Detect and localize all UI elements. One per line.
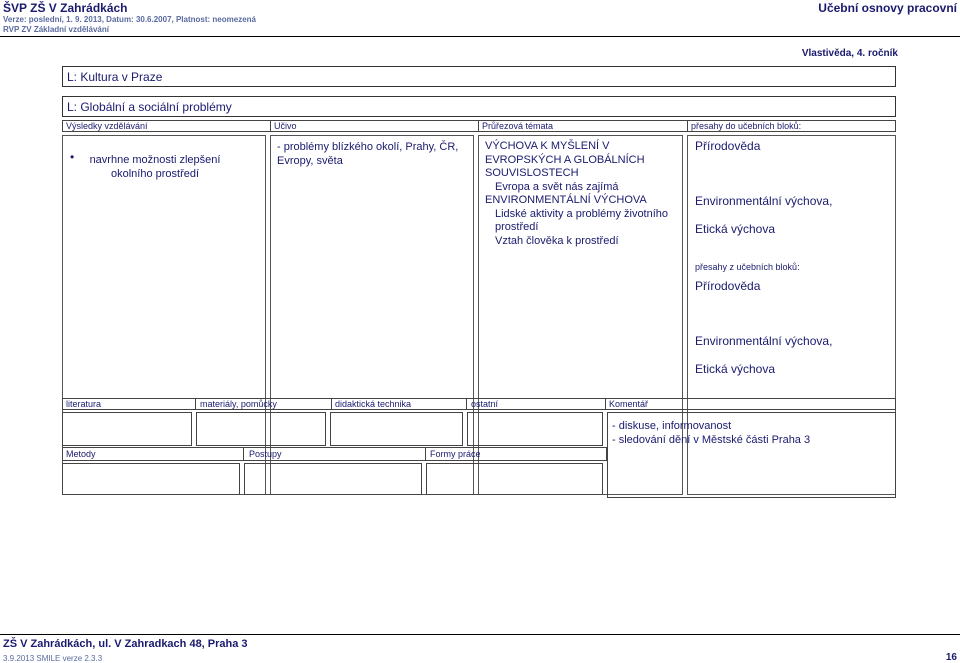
footer-school: ZŠ V Zahrádkách, ul. V Zahradkach 48, Praha 3: [3, 638, 248, 650]
block-title: [62, 66, 896, 87]
outcome-item: [70, 150, 230, 181]
didactic-tech-cell: [330, 412, 463, 446]
methods-header: [62, 447, 607, 461]
divider: [243, 448, 244, 460]
label-procedures: Postupy: [249, 449, 282, 459]
methods-cell: [62, 463, 240, 495]
subject-grade: Vlastivěda, 4. ročník: [801, 48, 898, 59]
label-methods: Metody: [66, 449, 96, 459]
overlap-from-item: Environmentální výchova,: [695, 334, 833, 348]
overlap-to-item: Etická výchova: [695, 222, 776, 236]
overlap-from-item: Přírodověda: [695, 279, 761, 293]
label-comment: Komentář: [609, 399, 649, 409]
overlap-from-label: přesahy z učebních bloků:: [695, 262, 800, 272]
rvp-line: RVP ZV Základní vzdělávání: [3, 25, 109, 34]
header-overlaps: přesahy do učebních bloků:: [691, 121, 802, 131]
document-type: Učební osnovy pracovní: [818, 1, 957, 15]
theme-heading: ENVIRONMENTÁLNÍ VÝCHOVA: [485, 194, 647, 206]
comment-text: [612, 419, 810, 447]
label-other: ostatní: [471, 399, 499, 409]
other-cell: [467, 412, 603, 446]
footer-version: 3.9.2013 SMILE verze 2.3.3: [3, 654, 103, 663]
overlap-from-item: Etická výchova: [695, 362, 776, 376]
procedures-cell: [244, 463, 422, 495]
curriculum-text: - problémy blízkého okolí, Prahy, ČR, Evropy, světa: [277, 141, 459, 167]
theme-subitem: Evropa a svět nás zajímá: [495, 180, 619, 193]
divider: [425, 448, 426, 460]
comment-line: - diskuse, informovanost: [612, 420, 732, 432]
literature-cell: [62, 412, 192, 446]
forms-cell: [426, 463, 603, 495]
theme-subitem: Vztah člověka k prostředí: [495, 234, 619, 247]
table-header: [62, 120, 896, 132]
bullet-icon: •: [70, 150, 75, 164]
header-outcomes: Výsledky vzdělávání: [63, 121, 271, 131]
theme-title-text: L: Globální a sociální problémy: [67, 100, 232, 114]
overlap-to-item: Environmentální výchova,: [695, 194, 833, 208]
header-themes: Průřezová témata: [479, 121, 688, 131]
theme-subitem: Lidské aktivity a problémy životního prostředí: [495, 207, 669, 233]
theme-heading: VÝCHOVA K MYŠLENÍ V EVROPSKÝCH A GLOBÁLNÍCH SOUVISLOSTECH: [485, 140, 645, 179]
header-divider: [0, 36, 960, 37]
materials-cell: [196, 412, 326, 446]
block-title-text: L: Kultura v Praze: [67, 70, 163, 84]
divider: [605, 399, 606, 409]
header-curriculum: Učivo: [271, 121, 479, 131]
divider: [466, 399, 467, 409]
outcome-text: navrhne možnosti zlepšení okolního prostředí: [89, 154, 221, 180]
label-forms: Formy práce: [430, 449, 481, 459]
theme-title: [62, 96, 896, 117]
overlap-to-item: Přírodověda: [695, 139, 761, 153]
label-literature: literatura: [66, 399, 102, 409]
label-materials: materiály, pomůcky: [200, 399, 277, 409]
divider: [331, 399, 332, 409]
comment-line: - sledování dění v Městské části Praha 3: [612, 434, 811, 446]
version-line: Verze: poslední, 1. 9. 2013, Datum: 30.6.2007, Platnost: neomezená: [3, 15, 256, 24]
footer-divider: [0, 634, 960, 635]
document-title: ŠVP ZŠ V Zahrádkách: [3, 1, 128, 15]
divider: [195, 399, 196, 409]
label-didactic-tech: didaktická technika: [335, 399, 412, 409]
resources-header: [62, 398, 896, 410]
page-number: 16: [945, 652, 957, 663]
themes-list: [485, 140, 675, 248]
